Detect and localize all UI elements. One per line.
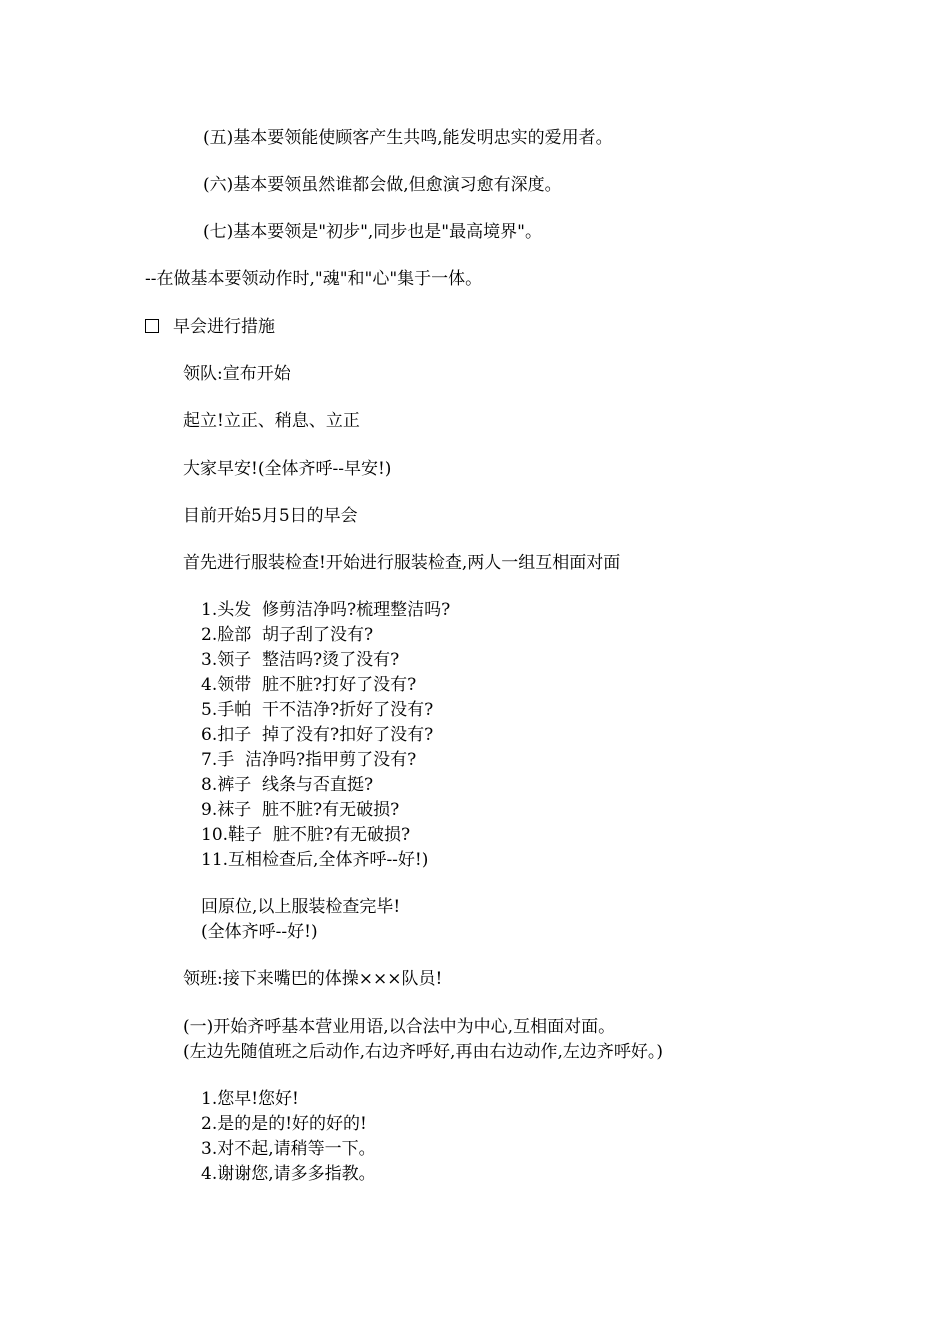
phrases-intro: (一)开始齐呼基本营业用语,以合法中为中心,互相面对面。 — [183, 1017, 616, 1037]
dress-item-1: 1.头发 修剪洁净吗?梳理整洁吗? — [201, 600, 451, 620]
principle-7: (七)基本要领是"初步",同步也是"最高境界"。 — [203, 222, 542, 242]
step-greeting: 大家早安!(全体齐呼--早安!) — [183, 459, 392, 479]
dress-item-9: 9.袜子 脏不脏?有无破损? — [201, 800, 400, 820]
dress-item-3: 3.领子 整洁吗?烫了没有? — [201, 650, 400, 670]
principle-5: (五)基本要领能使顾客产生共鸣,能发明忠实的爱用者。 — [203, 128, 613, 148]
phrases-note: (左边先随值班之后动作,右边齐呼好,再由右边动作,左边齐呼好。) — [183, 1042, 663, 1062]
dress-item-5: 5.手帕 干不洁净?折好了没有? — [201, 700, 434, 720]
principle-6: (六)基本要领虽然谁都会做,但愈演习愈有深度。 — [203, 175, 562, 195]
step-dress-check: 首先进行服装检查!开始进行服装检查,两人一组互相面对面 — [183, 553, 621, 573]
step-stand: 起立!立正、稍息、立正 — [183, 411, 360, 431]
phrase-4: 4.谢谢您,请多多指教。 — [201, 1164, 376, 1184]
return-response-text: (全体齐呼--好!) — [201, 922, 318, 942]
dress-item-4: 4.领带 脏不脏?打好了没有? — [201, 675, 417, 695]
return-position-text: 回原位,以上服装检查完毕! — [201, 897, 401, 917]
dress-item-2: 2.脸部 胡子刮了没有? — [201, 625, 374, 645]
dress-item-11: 11.互相检查后,全体齐呼--好!) — [201, 850, 429, 870]
dress-item-7: 7.手 洁净吗?指甲剪了没有? — [201, 750, 417, 770]
dress-item-8: 8.裤子 线条与否直挺? — [201, 775, 374, 795]
dress-item-10: 10.鞋子 脏不脏?有无破损? — [201, 825, 411, 845]
checkbox-square-icon — [145, 319, 159, 333]
summary-text: --在做基本要领动作时,"魂"和"心"集于一体。 — [145, 269, 483, 289]
step-start-meeting: 目前开始5月5日的早会 — [183, 506, 358, 526]
phrase-3: 3.对不起,请稍等一下。 — [201, 1139, 376, 1159]
section-heading — [145, 316, 275, 338]
section-title: 早会进行措施 — [173, 317, 275, 337]
dress-item-6: 6.扣子 掉了没有?扣好了没有? — [201, 725, 434, 745]
step-leader-announce: 领队:宣布开始 — [183, 364, 291, 384]
phrase-1: 1.您早!您好! — [201, 1089, 299, 1109]
exercise-leader-text: 领班:接下来嘴巴的体操×××队员! — [183, 969, 443, 989]
phrase-2: 2.是的是的!好的好的! — [201, 1114, 367, 1134]
